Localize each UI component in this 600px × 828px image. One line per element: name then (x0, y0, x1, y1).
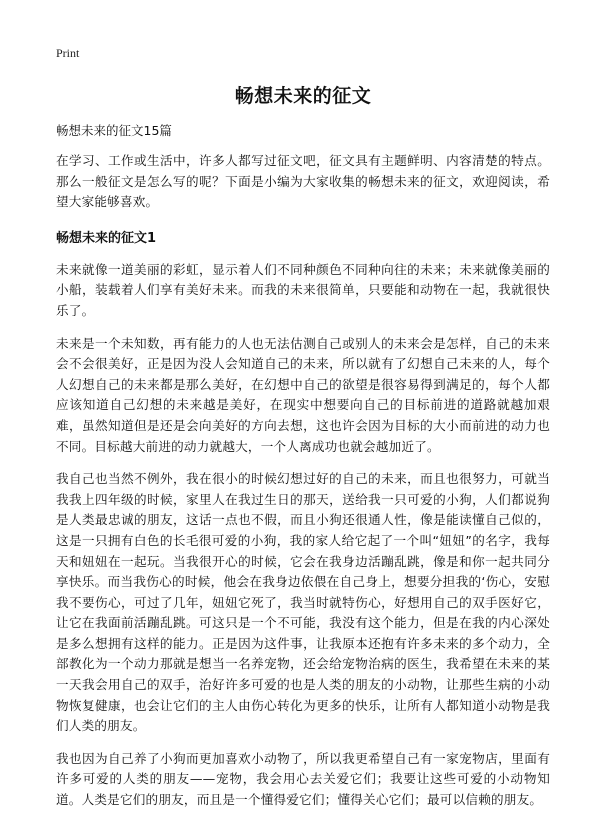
body-paragraph-2: 未来是一个未知数，再有能力的人也无法估测自己或别人的未来会是怎样，自己的未来会不会很美好，正是因为没人会知道自己的未来，所以就有了幻想自己未来的人，每个人幻想自己的未来都是那么美好，在幻想中自己的欲望是很容易得到满足的，每个人都应该知道自己幻想的未来越是美好，在现实中想要向自己的目标前进的道路就越加艰难，虽然知道但是还是会向美好的方向去想，这也许会因为目标的大小而前进的动力也不同。目标越大前进的动力就越大，一个人离成功也就会越加近了。 (56, 335, 550, 454)
page-title: 畅想未来的征文 (234, 85, 372, 107)
section-heading: 畅想未来的征文1 (56, 230, 157, 246)
body-paragraph-4: 我也因为自己养了小狗而更加喜欢小动物了，所以我更希望自己有一家宠物店，里面有许多可爱的人类的朋友——宠物，我会用心去关爱它们；我要让这些可爱的小动物知道。人类是它们的朋友，而且是一个懂得爱它们；懂得关心它们；最可以信赖的朋友。 (56, 750, 550, 808)
document-subtitle: 畅想未来的征文15篇 (56, 123, 172, 138)
body-paragraph-1: 未来就像一道美丽的彩虹，显示着人们不同种颜色不同种向往的未来；未来就像美丽的小船，装载着人们享有美好未来。而我的未来很简单，只要能和动物在一起，我就很快乐了。 (56, 261, 550, 318)
body-paragraph-3: 我自己也当然不例外，我在很小的时候幻想过好的自己的未来，而且也很努力，可就当我我上四年级的时候，家里人在我过生日的那天，送给我一只可爱的小狗，人们都说狗是人类最忠诚的朋友，这话一点也不假，而且小狗还很通人性，像是能读懂自己似的，这是一只拥有白色的长毛很可爱的小狗，我的家人给它起了一个叫“妞妞”的名字，我每天和妞妞在一起玩。当我很开心的时候，它会在我身边活蹦乱跳，像是和你一起共同分享快乐。而当我伤心的时候，他会在我身边依偎在自己身上，想要分担我的‘伤心，安慰我不要伤心，可过了几年，妞妞它死了，我当时就特伤心，好想用自己的双手医好它，让它在我面前活蹦乱跳。可这只是一个不可能，我没有这个能力，但是在我的内心深处是多么想拥有这样的能力。正是因为这件事，让我原本还抱有许多未来的多个动力，全部教化为一个动力那就是想当一名养宠物，还会给宠物治病的医生，我希望在未来的某一天我会用自己的双手，治好许多可爱的也是人类的朋友的小动物，让那些生病的小动物恢复健康，也会让它们的主人由伤心转化为更多的快乐，让所有人都知道小动物是我们人类的朋友。 (56, 471, 550, 734)
intro-paragraph: 在学习、工作或生活中，许多人都写过征文吧，征文具有主题鲜明、内容清楚的特点。那么一般征文是怎么写的呢？下面是小编为大家收集的畅想未来的征文，欢迎阅读，希望大家能够喜欢。 (56, 153, 550, 210)
print-label: Print (56, 46, 80, 60)
